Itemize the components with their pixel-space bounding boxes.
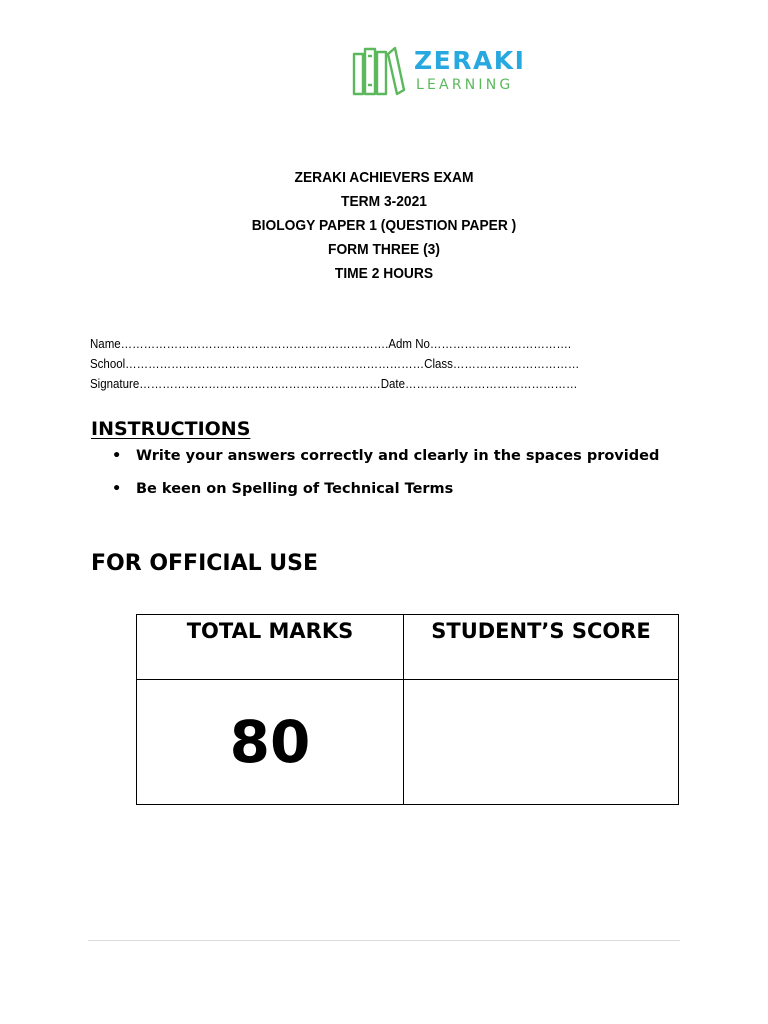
instruction-text: Be keen on Spelling of Technical Terms: [136, 481, 454, 497]
official-use-title: FOR OFFICIAL USE: [91, 551, 319, 576]
total-marks-header: TOTAL MARKS: [137, 615, 404, 680]
exam-term: TERM 3-2021: [341, 193, 427, 210]
name-admno-line: Name…………………………………………………………….Adm No……………………………….: [90, 337, 572, 351]
student-score-cell[interactable]: [404, 680, 679, 805]
zeraki-logo: [352, 44, 542, 100]
exam-title: ZERAKI ACHIEVERS EXAM: [294, 169, 474, 186]
books-icon: [352, 44, 406, 96]
bullet-icon: •: [112, 448, 122, 464]
official-score-table: [136, 614, 679, 805]
signature-date-line: Signature………………………………………………………Date………………………………………: [90, 377, 578, 391]
instructions-title: INSTRUCTIONS: [91, 418, 251, 440]
logo-tagline: LEARNING: [416, 77, 514, 93]
total-marks-value: 80: [137, 680, 404, 805]
exam-form: FORM THREE (3): [328, 241, 440, 258]
footer-divider: [88, 940, 680, 941]
exam-time: TIME 2 HOURS: [334, 265, 434, 282]
logo-wordmark: ZERAKI: [414, 46, 526, 75]
student-score-header: STUDENT’S SCORE: [404, 615, 679, 680]
instruction-text: Write your answers correctly and clearly in the spaces provided: [136, 448, 660, 464]
exam-paper: BIOLOGY PAPER 1 (QUESTION PAPER ): [251, 217, 517, 234]
instruction-item: [112, 448, 659, 464]
instruction-item: [112, 481, 453, 497]
bullet-icon: •: [112, 481, 122, 497]
school-class-line: School……………………………………………………………………Class……………………………: [90, 357, 580, 371]
